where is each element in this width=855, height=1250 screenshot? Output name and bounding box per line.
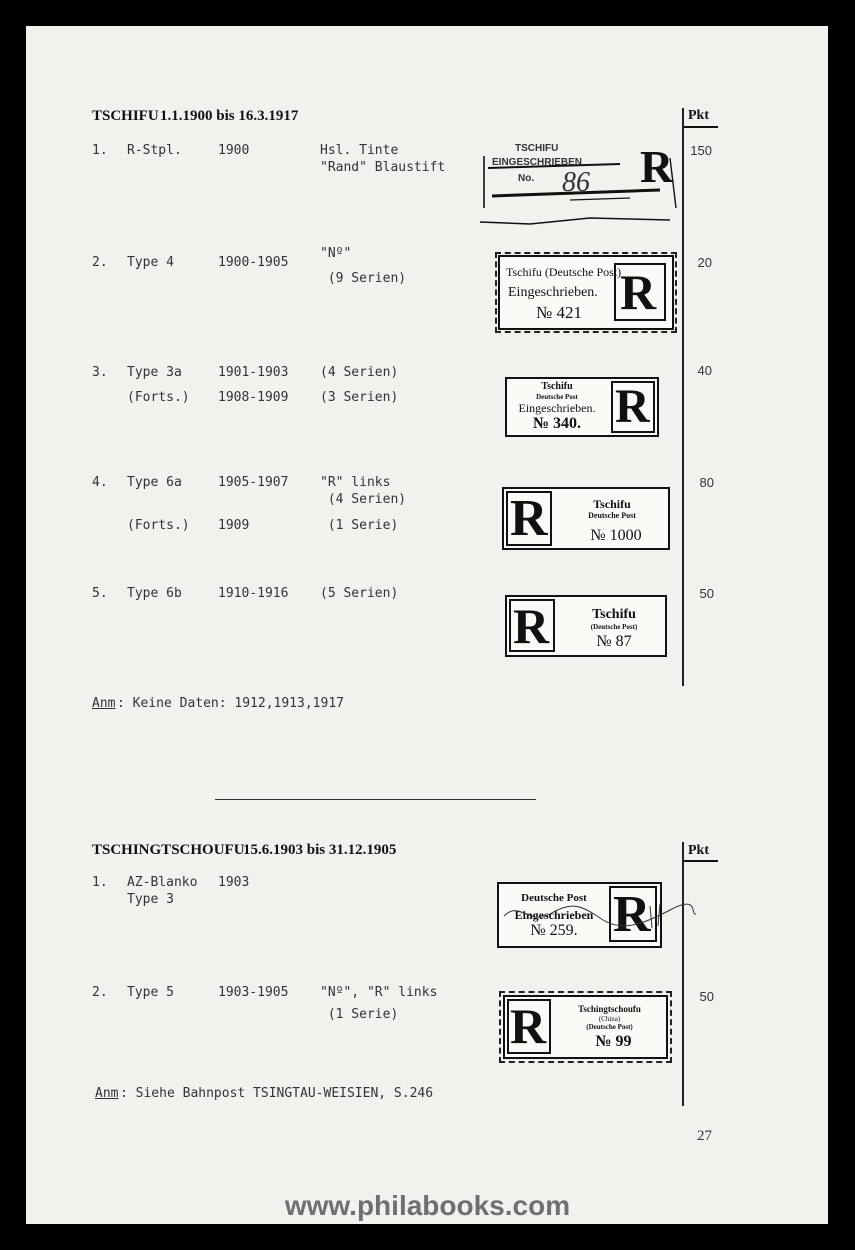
row5-type: Type 6b: [127, 586, 182, 601]
l1-no: No.: [518, 173, 535, 184]
l1-num: 86: [562, 167, 590, 198]
l2-R: R: [620, 264, 657, 320]
row3-num: 3.: [92, 365, 108, 380]
l7-R: R: [510, 998, 547, 1054]
l3-no: № 340.: [532, 415, 582, 432]
row5-num: 5.: [92, 586, 108, 601]
row3-note1: (4 Serien): [320, 365, 399, 380]
row4-years2: 1909: [218, 518, 250, 533]
section1-title: TSCHIFU: [92, 108, 159, 124]
s2-row2-num: 2.: [92, 985, 108, 1000]
row4-note1: "R" links: [320, 475, 391, 490]
row1-type: R-Stpl.: [127, 143, 182, 158]
s2-row2-note1: "Nº", "R" links: [320, 985, 438, 1000]
section1-pkt-header: Pkt: [688, 108, 709, 123]
l1-mid: EINGESCHRIEBEN: [492, 157, 583, 168]
row2-note2: (9 Serien): [320, 271, 407, 286]
l4-line1: Tschifu: [593, 497, 631, 511]
l6-R: R: [613, 886, 651, 943]
row4-note1b: (4 Serien): [320, 492, 407, 507]
row3-years2: 1908-1909: [218, 390, 289, 405]
l4-line2: Deutsche Post: [588, 511, 636, 520]
section2-title: TSCHINGTSCHOUFU: [92, 842, 245, 858]
l6-no: № 259.: [530, 922, 578, 939]
l2-line2: Eingeschrieben.: [508, 285, 598, 300]
l1-R: R: [640, 141, 674, 192]
s2-row1-type-line2: Type 3: [127, 892, 174, 907]
row3-type: Type 3a: [127, 365, 182, 380]
l3-R: R: [615, 380, 650, 433]
row1-num: 1.: [92, 143, 108, 158]
l5-R: R: [513, 598, 550, 654]
row1-years: 1900: [218, 143, 250, 158]
l7-no: № 99: [595, 1033, 632, 1050]
s2-row2-years: 1903-1905: [218, 985, 289, 1000]
row3-note2: (3 Serien): [320, 390, 399, 405]
row2-years: 1900-1905: [218, 255, 289, 270]
l5-no: № 87: [596, 633, 632, 650]
section2-note-text: : Siehe Bahnpost TSINGTAU-WEISIEN, S.246: [120, 1086, 434, 1101]
section-divider: [215, 799, 536, 800]
row5-pkt: 50: [699, 586, 714, 601]
s2-row2-pkt: 50: [699, 989, 714, 1004]
section2-note-label: Anm: [95, 1086, 119, 1101]
row1-note1: Hsl. Tinte: [320, 143, 399, 158]
row2-pkt: 20: [697, 255, 712, 270]
label-2: [498, 255, 674, 330]
l4-no: № 1000: [590, 527, 642, 544]
row5-years: 1910-1916: [218, 586, 289, 601]
l3-line2: Deutsche Post: [536, 393, 578, 401]
row4-type: Type 6a: [127, 475, 182, 490]
l5-line1: Tschifu: [592, 607, 636, 622]
label-7: [503, 995, 668, 1059]
label-4: [502, 487, 670, 550]
l3-line1: Tschifu: [541, 381, 573, 392]
l3-line3: Eingeschrieben.: [518, 401, 596, 415]
signature-scribble: [500, 896, 700, 936]
pkt2-column-rule: [682, 842, 684, 1106]
s2-row1-num: 1.: [92, 875, 108, 890]
row4-num: 4.: [92, 475, 108, 490]
row4-type2: (Forts.): [127, 518, 190, 533]
page: [26, 26, 828, 1224]
row5-note1: (5 Serien): [320, 586, 399, 601]
l7-line2: (China): [598, 1015, 621, 1023]
page-number: 27: [697, 1128, 712, 1144]
section2-period: 15.6.1903 bis 31.12.1905: [243, 842, 397, 858]
l6-line1: Deutsche Post: [521, 892, 587, 904]
row2-num: 2.: [92, 255, 108, 270]
section1-period: 1.1.1900 bis 16.3.1917: [160, 108, 299, 124]
section2-pkt-header: Pkt: [688, 843, 709, 858]
l6-line2: Eingeschrieben: [514, 908, 594, 922]
label-5: [505, 595, 667, 657]
section1-note-label: Anm: [92, 696, 116, 711]
l2-line1: Tschifu (Deutsche Post): [506, 265, 622, 279]
pkt2-underline: [684, 860, 718, 862]
row4-pkt: 80: [699, 475, 714, 490]
l5-line2: (Deutsche Post): [590, 623, 638, 631]
row3-years: 1901-1903: [218, 365, 289, 380]
s2-row2-type: Type 5: [127, 985, 174, 1000]
row4-note2: (1 Serie): [320, 518, 399, 533]
footer-url: www.philabooks.com: [284, 1190, 571, 1221]
section1-note-text: : Keine Daten: 1912,1913,1917: [117, 696, 344, 711]
row3-pkt: 40: [697, 363, 712, 378]
l2-no: № 421: [536, 303, 582, 322]
l7-line3: (Deutsche Post): [586, 1023, 633, 1031]
label-1-handstamp: [470, 138, 680, 233]
s2-row2-note2: (1 Serie): [320, 1007, 399, 1022]
l7-line1: Tschingtschoufu: [578, 1004, 641, 1014]
row4-years: 1905-1907: [218, 475, 289, 490]
s2-row1-years: 1903: [218, 875, 250, 890]
label-3: [505, 377, 659, 437]
row3-type2: (Forts.): [127, 390, 190, 405]
pkt-underline: [684, 126, 718, 128]
row2-note1: "Nº": [320, 246, 352, 261]
row1-pkt: 150: [690, 143, 712, 158]
s2-row1-type: AZ-Blanko: [127, 875, 198, 890]
row2-type: Type 4: [127, 255, 174, 270]
l1-top: TSCHIFU: [515, 143, 559, 154]
l4-R: R: [510, 490, 548, 547]
row1-note2: "Rand" Blaustift: [320, 160, 446, 175]
